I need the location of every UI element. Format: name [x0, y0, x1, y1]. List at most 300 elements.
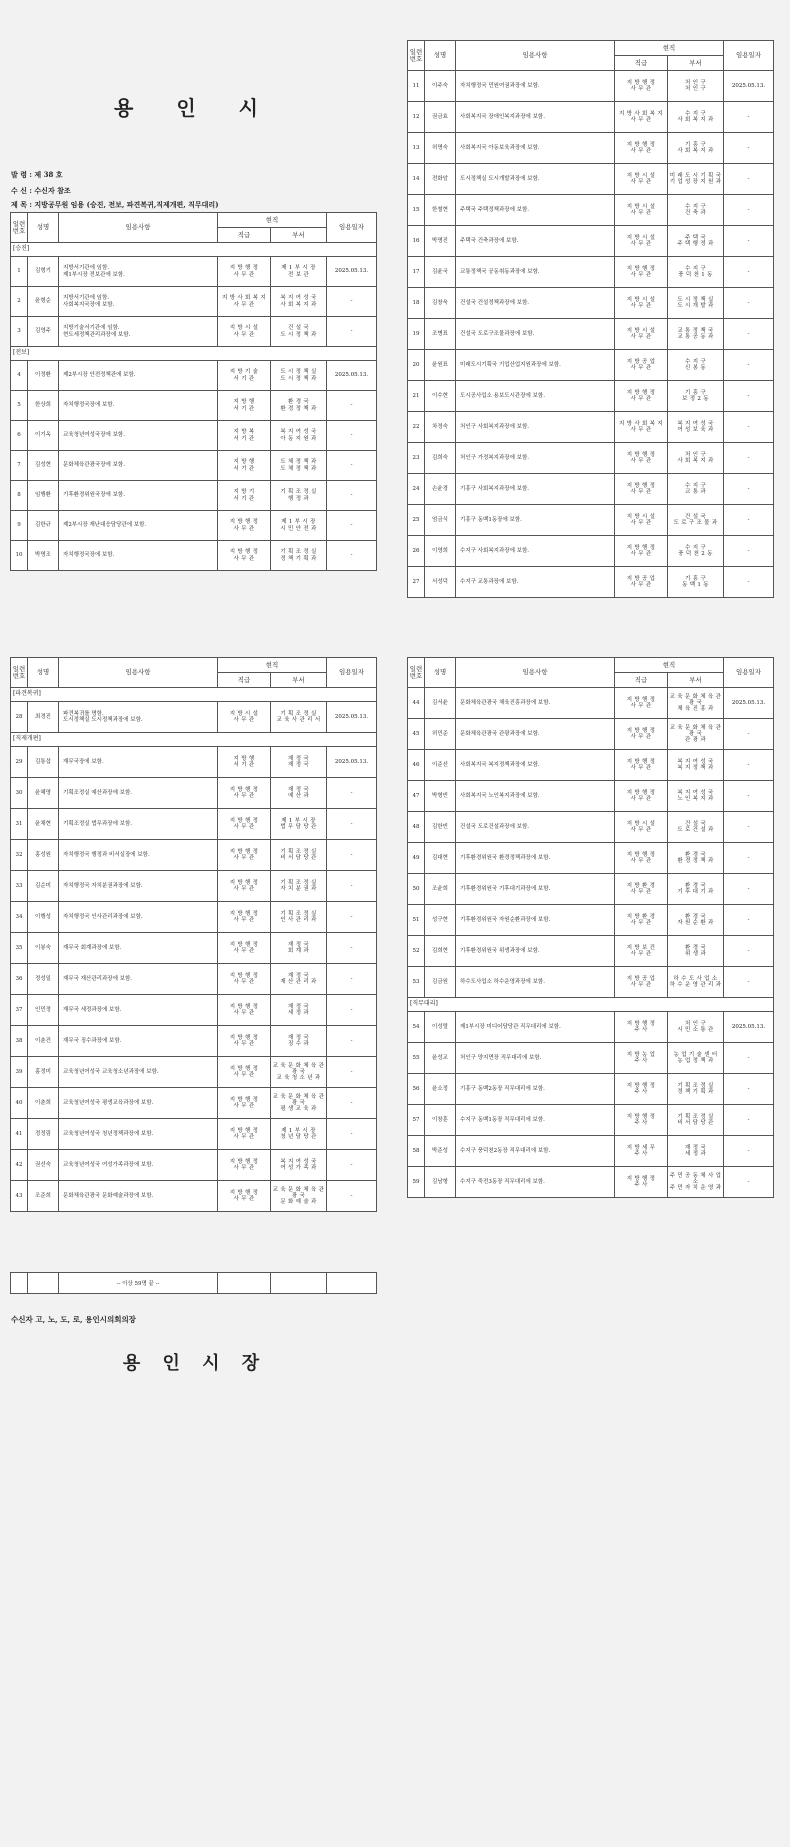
- cell-date: -: [724, 474, 774, 505]
- cell-no: 25: [408, 505, 425, 536]
- cell-task: 기흥구 동백1동장에 보함.: [456, 505, 615, 536]
- cell-name: 이창훈: [425, 1105, 456, 1136]
- cell-no: 55: [408, 1043, 425, 1074]
- cell-dept: 복 지 여 성 국 여 성 가 족 과: [271, 1150, 327, 1181]
- table-row: [11, 511, 377, 541]
- table-row: [408, 195, 774, 226]
- cell-name: 홍성원: [28, 840, 59, 871]
- cell-dept: 재 정 국 세 정 과: [271, 995, 327, 1026]
- cell-rank: 지 방 행 정 사 무 관: [218, 541, 271, 571]
- header-name: 성명: [28, 658, 59, 688]
- cell-name: 김희현: [425, 936, 456, 967]
- cell-dept: 환 경 국 자 원 순 환 과: [668, 905, 724, 936]
- cell-no: 51: [408, 905, 425, 936]
- cell-date: -: [724, 381, 774, 412]
- cell-name: 이기옥: [28, 421, 59, 451]
- cell-task: 처인구 가정복지과장에 보함.: [456, 443, 615, 474]
- cell-name: 김금원: [425, 967, 456, 998]
- cell-no: 15: [408, 195, 425, 226]
- cell-name: 성구현: [425, 905, 456, 936]
- cell-rank: 지 방 시 설 사 무 관: [615, 288, 668, 319]
- cell-name: 윤원표: [425, 350, 456, 381]
- cell-date: 2025.05.13.: [327, 702, 377, 733]
- cell-rank: 지 방 행 정 사 무 관: [218, 1119, 271, 1150]
- cell-dept: 환 경 국 위 생 과: [668, 936, 724, 967]
- table-row: [408, 1012, 774, 1043]
- table-row: [11, 317, 377, 347]
- cell-task: 재무국 회계과장에 보함.: [59, 933, 218, 964]
- table-row: [408, 319, 774, 350]
- issue-number: 발 령 : 제 38 호: [11, 170, 63, 179]
- cell-no: 8: [11, 481, 28, 511]
- cell-task: 처인구 양지면장 직무대리에 보함.: [456, 1043, 615, 1074]
- table-row: [408, 567, 774, 598]
- cell-dept: 교 육 문 화 체 육 관 광 국 문 화 예 술 과: [271, 1181, 327, 1212]
- cell-no: 39: [11, 1057, 28, 1088]
- table-row: [11, 964, 377, 995]
- appointment-grid: [10, 212, 377, 571]
- appointment-table-1: [10, 212, 376, 571]
- cell-task: 재무국장에 보함.: [59, 747, 218, 778]
- cell-no: 38: [11, 1026, 28, 1057]
- cell-rank: 지 방 행 정 사 무 관: [218, 1057, 271, 1088]
- cell-date: -: [724, 226, 774, 257]
- cell-rank: 지 방 행 정 주 사: [615, 1167, 668, 1198]
- cell-rank: 지 방 행 정 사 무 관: [615, 443, 668, 474]
- cell-rank: 지 방 행 정 주 사: [615, 1012, 668, 1043]
- cell-no: 5: [11, 391, 28, 421]
- cell-rank: 지 방 사 회 복 지 사 무 관: [218, 287, 271, 317]
- table-row: [408, 1043, 774, 1074]
- cell-no: 3: [11, 317, 28, 347]
- cell-name: 허민준: [425, 719, 456, 750]
- cell-dept: 재 정 국 회 계 과: [271, 933, 327, 964]
- cell-rank: 지 방 행 서 기 관: [218, 391, 271, 421]
- header-date: 임용일자: [327, 213, 377, 243]
- cell-dept: 교 육 문 화 체 육 관 광 국 교 육 청 소 년 과: [271, 1057, 327, 1088]
- cell-date: -: [327, 1026, 377, 1057]
- cell-rank: 지 방 시 설 사 무 관: [615, 505, 668, 536]
- cell-dept: 처 인 구 처 인 구: [668, 71, 724, 102]
- cell-rank: 지 방 행 정 사 무 관: [218, 964, 271, 995]
- cell-rank: 지 방 공 업 사 무 관: [615, 350, 668, 381]
- cell-dept: 기 흥 구 사 회 복 지 과: [668, 133, 724, 164]
- cell-name: 이춘희: [28, 1088, 59, 1119]
- cell-task: 기흥구 사회복지과장에 보함.: [456, 474, 615, 505]
- cell-no: 7: [11, 451, 28, 481]
- cell-date: -: [327, 995, 377, 1026]
- cell-date: -: [724, 257, 774, 288]
- cell-dept: 수 지 구 신 봉 동: [668, 350, 724, 381]
- cell-date: -: [724, 567, 774, 598]
- cell-date: -: [724, 781, 774, 812]
- table-row: [11, 1150, 377, 1181]
- cell-dept: 기 획 조 정 실 교 육 사 관 리 서: [271, 702, 327, 733]
- cell-name: 김서윤: [425, 688, 456, 719]
- cell-name: 이주숙: [425, 71, 456, 102]
- cell-name: 윤채현: [28, 809, 59, 840]
- table-row: [11, 391, 377, 421]
- cell-task: 사회복지국 복지정책과장에 보함.: [456, 750, 615, 781]
- table-row: [408, 843, 774, 874]
- header-no: 일련 번호: [408, 41, 425, 71]
- cell-dept: 교 육 문 화 체 육 관 광 국 관 광 과: [668, 719, 724, 750]
- cell-name: 김한규: [28, 511, 59, 541]
- cell-date: -: [724, 812, 774, 843]
- cell-date: -: [327, 840, 377, 871]
- header-task: 임용사항: [456, 658, 615, 688]
- cell-rank: 지 방 행 정 사 무 관: [615, 719, 668, 750]
- cell-task: 기후환경위원국장에 보함.: [59, 481, 218, 511]
- cell-no: 28: [11, 702, 28, 733]
- cell-dept: 제 1 부 시 장 전 보 관: [271, 257, 327, 287]
- cell-task: 기후환경위원국 자원순환과장에 보함.: [456, 905, 615, 936]
- cell-rank: 지 방 시 설 사 무 관: [218, 702, 271, 733]
- cell-dept: 수 지 구 사 회 복 지 과: [668, 102, 724, 133]
- cell-task: 기획조정실 예산과장에 보함.: [59, 778, 218, 809]
- subject-line: 제 목 : 지방공무원 임용 (승진, 전보, 파견복귀,직제개편, 직무대리): [11, 200, 219, 209]
- header-current: 현직: [218, 213, 327, 228]
- cell-rank: 지 방 행 정 사 무 관: [218, 1088, 271, 1119]
- table-row: [408, 1105, 774, 1136]
- cell-name: 이봉숙: [28, 933, 59, 964]
- cell-task: 도시공사업소 용보도시관장에 보함.: [456, 381, 615, 412]
- cell-date: -: [327, 1088, 377, 1119]
- cell-dept: 건 설 국 도 시 정 책 과: [271, 317, 327, 347]
- section-row: [11, 688, 377, 702]
- table-row: [11, 541, 377, 571]
- cell-rank: 지 방 행 정 사 무 관: [218, 1181, 271, 1212]
- cell-rank: 지 방 기 서 기 관: [218, 481, 271, 511]
- cell-dept: 수 지 구 풍 덕 천 2 동: [668, 536, 724, 567]
- table-row: [408, 102, 774, 133]
- cell-dept: 교 육 문 화 체 육 관 광 국 체 육 진 흥 과: [668, 688, 724, 719]
- cell-dept: 기 획 조 정 실 인 사 관 리 과: [271, 902, 327, 933]
- table-row: [408, 905, 774, 936]
- cell-dept: 제 1 부 시 장 청 년 담 당 관: [271, 1119, 327, 1150]
- cell-rank: 지 방 행 정 사 무 관: [218, 778, 271, 809]
- cell-rank: 지 방 행 정 사 무 관: [615, 843, 668, 874]
- cell-date: -: [724, 288, 774, 319]
- cell-dept: 수 지 구 건 축 과: [668, 195, 724, 226]
- cell-name: 조병표: [425, 319, 456, 350]
- cell-rank: 지 방 행 정 주 사: [615, 1074, 668, 1105]
- table-row: [11, 257, 377, 287]
- cell-task: 기흥구 동백2동장 직무대리에 보함.: [456, 1074, 615, 1105]
- cell-date: -: [724, 195, 774, 226]
- cell-task: 재무국 징수과장에 보함.: [59, 1026, 218, 1057]
- header-no: 일련 번호: [11, 213, 28, 243]
- cell-task: 기후환경위원국 환경정책과장에 보함.: [456, 843, 615, 874]
- cell-rank: 지 방 행 정 주 사: [615, 1105, 668, 1136]
- cell-task: 지방기술서기관에 임함. 현도세정책관리과장에 보함.: [59, 317, 218, 347]
- cell-dept: 복 지 여 성 국 복 지 정 책 과: [668, 750, 724, 781]
- cell-rank: 지 방 행 서 기 관: [218, 747, 271, 778]
- cell-dept: 제 1 부 시 장 시 민 안 전 과: [271, 511, 327, 541]
- cell-date: -: [327, 933, 377, 964]
- cell-no: 57: [408, 1105, 425, 1136]
- cell-date: -: [724, 967, 774, 998]
- table-row: [11, 287, 377, 317]
- cell-rank: 지 방 행 정 사 무 관: [218, 809, 271, 840]
- cell-no: 26: [408, 536, 425, 567]
- cell-no: 40: [11, 1088, 28, 1119]
- section-label: [직무대리]: [408, 998, 774, 1012]
- cell-task: 자치행정국 행정과 비서실장에 보함.: [59, 840, 218, 871]
- section-label: [직제개편]: [11, 733, 377, 747]
- cell-task: 문화체육관광국 문화예술과장에 보함.: [59, 1181, 218, 1212]
- table-row: [11, 902, 377, 933]
- cell-task: 사회복지국 장애인복지과장에 보함.: [456, 102, 615, 133]
- cell-dept: 기 획 조 정 실 자 치 분 권 과: [271, 871, 327, 902]
- end-note: -- 이상 59명 끝 --: [59, 1273, 218, 1294]
- cell-task: 자치행정국장에 보함.: [59, 391, 218, 421]
- cell-task: 처인구 사회복지과장에 보함.: [456, 412, 615, 443]
- table-row: [11, 1119, 377, 1150]
- cell-task: 사회복지국 아동보육과장에 보함.: [456, 133, 615, 164]
- header-current: 현직: [615, 41, 724, 56]
- cell-task: 지방서기관에 임함. 사회복지국장에 보함.: [59, 287, 218, 317]
- document-title: 용 인 시: [114, 96, 276, 120]
- cell-task: 교육청년여성국 평생교육과장에 보함.: [59, 1088, 218, 1119]
- cell-dept: 처 인 구 시 민 소 통 관: [668, 1012, 724, 1043]
- table-row: [408, 1136, 774, 1167]
- cell-name: 차정숙: [425, 412, 456, 443]
- table-row: [11, 451, 377, 481]
- cell-rank: 지 방 시 설 사 무 관: [218, 317, 271, 347]
- cell-no: 10: [11, 541, 28, 571]
- cell-no: 53: [408, 967, 425, 998]
- header-no: 일련 번호: [11, 658, 28, 688]
- cell-rank: 지 방 행 정 사 무 관: [218, 1026, 271, 1057]
- header-date: 임용일자: [724, 41, 774, 71]
- cell-no: 32: [11, 840, 28, 871]
- cell-name: 이수현: [425, 381, 456, 412]
- cell-dept: 복 지 여 성 국 아 동 지 원 과: [271, 421, 327, 451]
- recipient-line: 수 신 : 수신자 참조: [11, 186, 71, 195]
- cell-no: 35: [11, 933, 28, 964]
- cell-name: 김성현: [28, 451, 59, 481]
- table-row: [408, 781, 774, 812]
- cell-task: 건설국 건설정책과장에 보함.: [456, 288, 615, 319]
- cell-date: -: [327, 481, 377, 511]
- cell-rank: 지 방 행 정 사 무 관: [218, 995, 271, 1026]
- cell-date: -: [724, 750, 774, 781]
- cell-no: 27: [408, 567, 425, 598]
- cell-name: 윤성교: [425, 1043, 456, 1074]
- cell-task: 수지구 동백1동장 직무대리에 보함.: [456, 1105, 615, 1136]
- header-rank: 직급: [218, 228, 271, 243]
- cell-date: 2025.05.13.: [327, 361, 377, 391]
- cell-dept: 교 육 문 화 체 육 관 광 국 평 생 교 육 과: [271, 1088, 327, 1119]
- cell-task: 교육청년여성국 청년정책과장에 보함.: [59, 1119, 218, 1150]
- cell-task: 교통정책국 공동취동과장에 보함.: [456, 257, 615, 288]
- table-row: [408, 1074, 774, 1105]
- cell-dept: 환 경 국 환 경 정 책 과: [271, 391, 327, 421]
- cell-rank: 지 방 행 정 사 무 관: [218, 840, 271, 871]
- cell-no: 49: [408, 843, 425, 874]
- cell-no: 4: [11, 361, 28, 391]
- cell-date: -: [724, 874, 774, 905]
- cell-task: 주택국 건축과장에 보함.: [456, 226, 615, 257]
- cell-name: 김남형: [425, 1167, 456, 1198]
- cell-date: 2025.05.13.: [327, 257, 377, 287]
- cell-name: 박형빈: [425, 781, 456, 812]
- cell-dept: 복 지 여 성 국 사 회 복 지 과: [271, 287, 327, 317]
- cell-rank: 지 방 행 정 사 무 관: [218, 257, 271, 287]
- cell-dept: 기 흥 구 동 백 1 동: [668, 567, 724, 598]
- table-row: [408, 133, 774, 164]
- cell-dept: 복 지 여 성 국 노 인 복 지 과: [668, 781, 724, 812]
- header-dept: 부서: [668, 673, 724, 688]
- header-date: 임용일자: [724, 658, 774, 688]
- cell-name: 박명조: [28, 541, 59, 571]
- cell-name: 엄금식: [425, 505, 456, 536]
- cell-name: 이성렬: [425, 1012, 456, 1043]
- cell-dept: 복 지 여 성 국 여 성 보 육 과: [668, 412, 724, 443]
- cell-task: 자치행정국 민원여권과장에 보함.: [456, 71, 615, 102]
- cell-dept: 재 정 국 징 수 과: [271, 1026, 327, 1057]
- cell-rank: 지 방 시 설 사 무 관: [615, 195, 668, 226]
- cell-task: 문화체육관광국장에 보함.: [59, 451, 218, 481]
- cell-dept: 건 설 국 도 로 건 설 과: [668, 812, 724, 843]
- header-no: 일련 번호: [408, 658, 425, 688]
- cell-no: 20: [408, 350, 425, 381]
- cell-rank: 지 방 공 업 사 무 관: [615, 567, 668, 598]
- cell-name: 박명진: [425, 226, 456, 257]
- cell-date: -: [724, 536, 774, 567]
- cell-task: 문화체육관광국 관광과장에 보함.: [456, 719, 615, 750]
- cell-dept: 농 업 기 술 센 터 농 업 정 책 과: [668, 1043, 724, 1074]
- cell-no: 29: [11, 747, 28, 778]
- table-row: [408, 381, 774, 412]
- cell-name: 윤소정: [425, 1074, 456, 1105]
- header-current: 현직: [615, 658, 724, 673]
- table-row: [408, 505, 774, 536]
- cell-date: -: [724, 102, 774, 133]
- cell-task: 재무국 세정과장에 보함.: [59, 995, 218, 1026]
- cell-rank: 지 방 행 정 사 무 관: [615, 133, 668, 164]
- header-dept: 부서: [271, 228, 327, 243]
- header-dept: 부서: [668, 56, 724, 71]
- section-row: [11, 733, 377, 747]
- cell-no: 41: [11, 1119, 28, 1150]
- table-row: [11, 1057, 377, 1088]
- table-row: [11, 871, 377, 902]
- cell-name: 정성일: [28, 964, 59, 995]
- cell-rank: 지 방 보 건 사 무 관: [615, 936, 668, 967]
- cell-no: 12: [408, 102, 425, 133]
- cell-date: -: [327, 1119, 377, 1150]
- cell-dept: 처 인 구 사 회 복 지 과: [668, 443, 724, 474]
- cell-date: -: [327, 287, 377, 317]
- cell-name: 조윤희: [425, 874, 456, 905]
- header-name: 성명: [425, 41, 456, 71]
- cell-rank: 지 방 농 업 주 사: [615, 1043, 668, 1074]
- table-row: [11, 421, 377, 451]
- table-row: [11, 747, 377, 778]
- cell-no: 47: [408, 781, 425, 812]
- table-row: [408, 1167, 774, 1198]
- cell-name: 권금효: [425, 102, 456, 133]
- cell-rank: 지 방 사 회 복 지 사 무 관: [615, 412, 668, 443]
- cell-date: -: [327, 871, 377, 902]
- cell-name: 이춘건: [28, 1026, 59, 1057]
- cell-name: 김형기: [28, 257, 59, 287]
- header-rank: 직급: [615, 673, 668, 688]
- cell-name: 김영주: [28, 317, 59, 347]
- cell-no: 42: [11, 1150, 28, 1181]
- cell-dept: 제 1 부 시 장 법 무 담 당 관: [271, 809, 327, 840]
- cell-no: 13: [408, 133, 425, 164]
- header-name: 성명: [425, 658, 456, 688]
- cell-no: 58: [408, 1136, 425, 1167]
- cell-date: -: [724, 1105, 774, 1136]
- table-row: [408, 719, 774, 750]
- cell-no: 14: [408, 164, 425, 195]
- cell-task: 자치행정국 인사관리과장에 보함.: [59, 902, 218, 933]
- cell-dept: 기 흥 구 보 정 2 동: [668, 381, 724, 412]
- cell-name: 최경진: [28, 702, 59, 733]
- cell-task: 수지구 죽전3동장 직무대리에 보함.: [456, 1167, 615, 1198]
- cell-no: 17: [408, 257, 425, 288]
- cell-task: 재무국 재산관리과장에 보함.: [59, 964, 218, 995]
- cell-dept: 기 획 조 정 실 정 책 기 획 과: [271, 541, 327, 571]
- cell-no: 22: [408, 412, 425, 443]
- cell-dept: 재 정 국 재 정 국: [271, 747, 327, 778]
- table-row: [408, 536, 774, 567]
- cell-date: 2025.05.13.: [724, 688, 774, 719]
- cell-name: 한상희: [28, 391, 59, 421]
- cell-name: 김윤국: [425, 257, 456, 288]
- cell-date: -: [724, 350, 774, 381]
- table-row: [408, 164, 774, 195]
- cell-dept: 수 지 구 풍 덕 천 1 동: [668, 257, 724, 288]
- appointment-table-4: [407, 657, 773, 1198]
- cell-name: 임행환: [28, 481, 59, 511]
- appointment-table-3: [10, 657, 376, 1212]
- cell-task: 수지구 교통과장에 보함.: [456, 567, 615, 598]
- cell-rank: 지 방 행 정 사 무 관: [218, 933, 271, 964]
- header-dept: 부서: [271, 673, 327, 688]
- cell-dept: 주 민 공 동 체 사 업 소 주 민 자 치 운 영 과: [668, 1167, 724, 1198]
- cell-dept: 미 래 도 시 기 획 국 기 업 성 장 지 원 과: [668, 164, 724, 195]
- cell-date: -: [327, 511, 377, 541]
- cell-date: -: [724, 1136, 774, 1167]
- cell-name: 정정림: [28, 1119, 59, 1150]
- header-task: 임용사항: [59, 213, 218, 243]
- cell-name: 이정환: [28, 361, 59, 391]
- cell-task: 기후환경위원국 위생과장에 보함.: [456, 936, 615, 967]
- table-row: [408, 443, 774, 474]
- cell-date: -: [327, 809, 377, 840]
- header-rank: 직급: [615, 56, 668, 71]
- section-label: [승진]: [11, 243, 377, 257]
- cell-rank: 지 방 행 정 사 무 관: [615, 750, 668, 781]
- cell-no: 56: [408, 1074, 425, 1105]
- cell-no: 24: [408, 474, 425, 505]
- cell-task: 기후환경위원국 기후대기과장에 보함.: [456, 874, 615, 905]
- table-row: [408, 226, 774, 257]
- cell-rank: 지 방 시 설 사 무 관: [615, 812, 668, 843]
- cell-rank: 지 방 행 정 사 무 관: [615, 536, 668, 567]
- cell-date: -: [327, 451, 377, 481]
- signer-name: 용 인 시 장: [122, 1353, 268, 1374]
- cell-rank: 지 방 사 회 복 지 사 무 관: [615, 102, 668, 133]
- cell-name: 이준선: [425, 750, 456, 781]
- cell-task: 주택국 주택정책과장에 보함.: [456, 195, 615, 226]
- cell-dept: 기 획 조 정 실 비 서 담 당 관: [271, 840, 327, 871]
